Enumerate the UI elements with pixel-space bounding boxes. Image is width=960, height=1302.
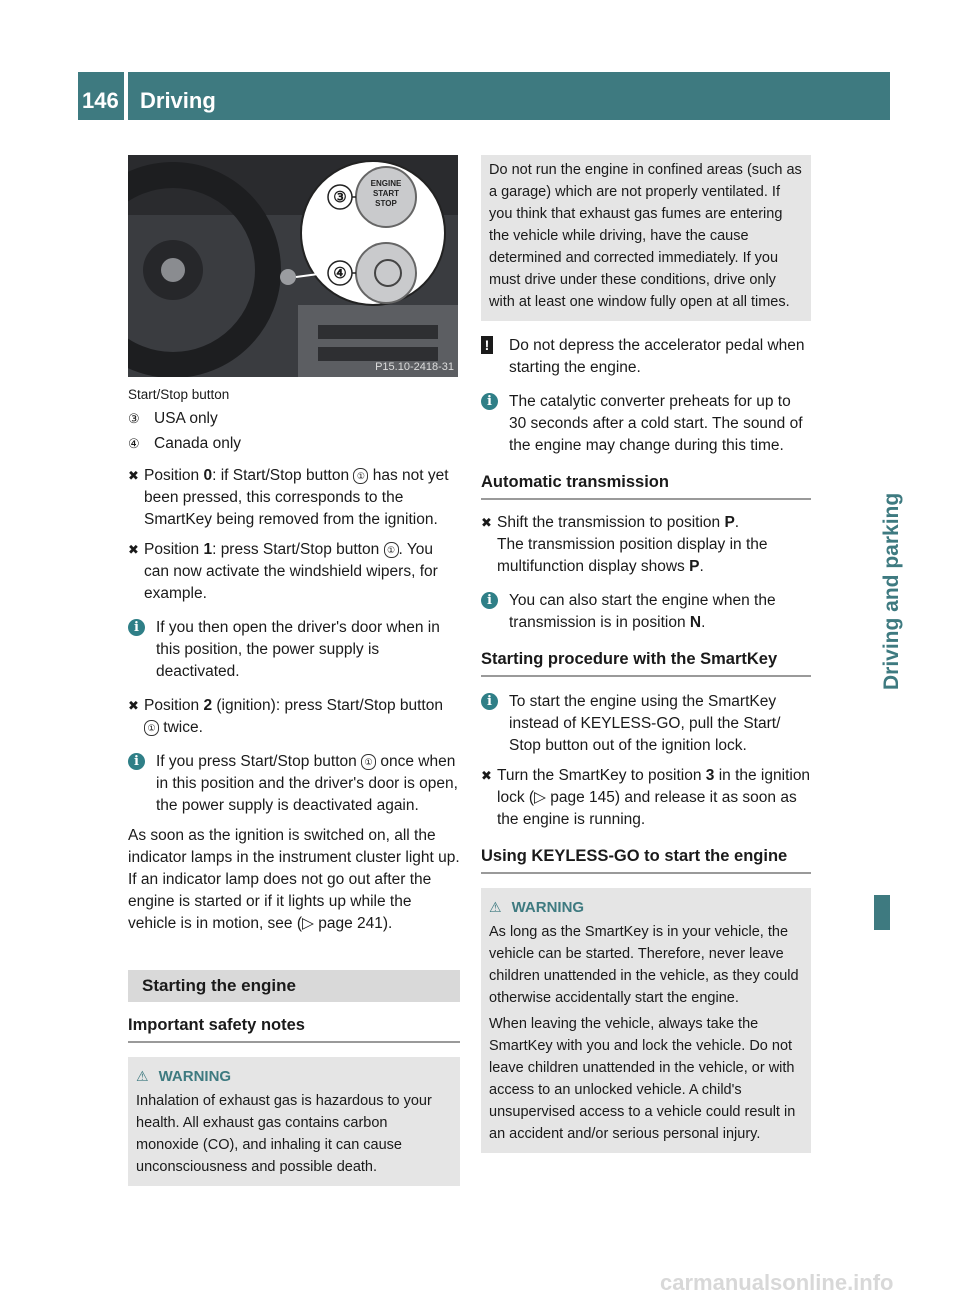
heading-keyless-go: Using KEYLESS-GO to start the engine — [481, 845, 811, 874]
bullet-position-1: ✖ Position 1: press Start/Stop button ① . You can now activate the windshield wipers, for example. — [128, 541, 438, 602]
indicator-lamps-paragraph: As soon as the ignition is switched on, all the indicator lamps in the instrument cluster light up. If an indicator lamp does not go out after the engine is started or if it lights up while the vehicle is in motion, see (▷ page 241). — [128, 827, 460, 932]
left-column — [128, 408, 460, 1186]
info-smartkey: i To start the engine using the SmartKey instead of KEYLESS-GO, pull the Start/ Stop button out of the ignition lock. — [481, 691, 811, 757]
info-icon: i — [481, 592, 498, 609]
bullet-arrow-icon: ✖ — [481, 515, 492, 530]
warning-text-1: As long as the SmartKey is in your vehicle, the vehicle can be started. Therefore, never leave children unattended in the vehicle, as they could otherwise accidentally start the engine. — [489, 924, 799, 1006]
header-separator — [124, 72, 128, 120]
callout-4: ④ — [333, 265, 347, 282]
bullet-arrow-icon: ✖ — [128, 468, 139, 483]
bullet-position-0: ✖ Position 0: if Start/Stop button ① has not yet been pressed, this corresponds to the SmartKey being removed from the ignition. — [128, 467, 449, 528]
dashboard-illustration — [128, 155, 458, 377]
keyless-go-icon — [374, 259, 402, 287]
section-heading-starting-engine: Starting the engine — [128, 970, 460, 1002]
subheading-safety-notes: Important safety notes — [128, 1014, 460, 1043]
warning-title: ⚠ WARNING — [136, 1068, 232, 1085]
side-tab-block — [874, 895, 890, 930]
warning-triangle-icon: ⚠ — [489, 899, 502, 915]
info-icon: i — [128, 753, 145, 770]
warning-title: ⚠ WARNING — [489, 899, 585, 916]
warning-box-continued: Do not run the engine in confined areas (such as a garage) which are not properly ventilated. If you think that exhaust gas fumes are entering the vehicle while driving, have the cause determined and corrected immediately. If you must drive under these conditions, drive only with at least one window fully open at all times. — [481, 155, 811, 321]
exclamation-icon: ! — [481, 336, 493, 354]
warning-triangle-icon: ⚠ — [136, 1068, 149, 1084]
page-number: 146 — [82, 88, 119, 113]
info-icon: i — [481, 693, 498, 710]
bullet-shift-p: ✖ Shift the transmission to position P. The transmission position display in the multifunction display shows P. — [481, 514, 768, 575]
info-catalytic: i The catalytic converter preheats for up to 30 seconds after a cold start. The sound of the engine may change during this time. — [481, 391, 811, 457]
heading-automatic-transmission: Automatic transmission — [481, 471, 811, 500]
photo-ref-code: P15.10-2418-31 — [375, 361, 454, 373]
right-column — [481, 155, 811, 1153]
legend-item-3: ③ USA only — [128, 410, 218, 427]
page-title: Driving — [140, 88, 216, 113]
bullet-turn-smartkey: ✖ Turn the SmartKey to position 3 in the ignition lock (▷ page 145) and release it as soon as the engine is running. — [481, 767, 811, 828]
photo-caption: Start/Stop button — [128, 387, 230, 402]
info-position-n: i You can also start the engine when the transmission is in position N. — [481, 590, 811, 634]
caution-accelerator: ! Do not depress the accelerator pedal when starting the engine. — [481, 335, 811, 379]
warning-box-keyless — [481, 888, 811, 1153]
footer-watermark: carmanualsonline.info — [660, 1270, 894, 1295]
start-stop-photo — [128, 155, 458, 377]
engine-start-stop-label: ENGINE START STOP — [370, 179, 402, 208]
warning-text-2: When leaving the vehicle, always take the SmartKey with you and lock the vehicle. Do not leave children unattended in the vehicle, or with access to an unlocked vehicle. A child's unsupervised access to a vehicle could result in an accident and/or serious personal injury. — [489, 1016, 796, 1142]
bullet-arrow-icon: ✖ — [481, 768, 492, 783]
callout-3: ③ — [333, 189, 347, 206]
bullet-position-2: ✖ Position 2 (ignition): press Start/Stop button ① twice. — [128, 697, 443, 736]
info-note-door: i If you then open the driver's door when in this position, the power supply is deactivated. — [128, 617, 460, 683]
warning-text: Inhalation of exhaust gas is hazardous to your health. All exhaust gas contains carbon monoxide (CO), and inhaling it can cause unconsciousness and possible death. — [136, 1093, 432, 1175]
warning-box-exhaust — [128, 1057, 460, 1186]
legend-item-4: ④ Canada only — [128, 435, 242, 452]
bullet-arrow-icon: ✖ — [128, 698, 139, 713]
info-icon: i — [128, 619, 145, 636]
info-icon: i — [481, 393, 498, 410]
info-note-power: i If you press Start/Stop button ① once when in this position and the driver's door is open, the power supply is deactivated again. — [128, 751, 460, 817]
heading-smartkey-procedure: Starting procedure with the SmartKey — [481, 648, 811, 677]
bullet-arrow-icon: ✖ — [128, 542, 139, 557]
